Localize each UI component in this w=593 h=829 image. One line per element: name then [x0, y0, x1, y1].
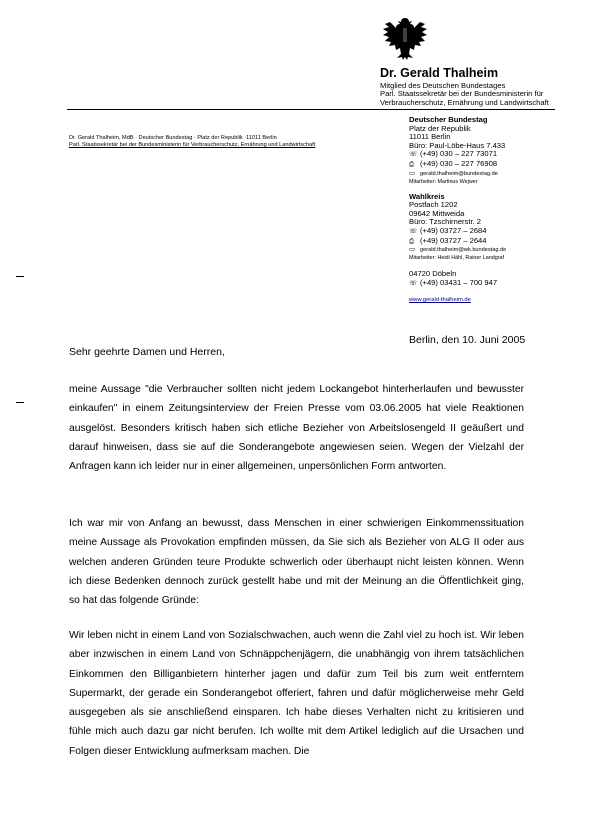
doebeln-city: 04720 Döbeln	[409, 269, 457, 279]
sender-line: Dr. Gerald Thalheim, MdB · Deutscher Bundestag · Platz der Republik ·11011 Berlin	[69, 135, 277, 141]
fold-mark	[16, 402, 24, 403]
fax-icon: ⎙	[409, 237, 415, 245]
letter-date: Berlin, den 10. Juni 2005	[409, 334, 526, 346]
federal-eagle-icon	[381, 12, 429, 62]
letterhead-subtitle-line: Verbraucherschutz, Ernährung und Landwirtschaft	[380, 97, 549, 107]
header-divider	[67, 109, 555, 110]
phone-icon: ☏	[409, 151, 418, 159]
bundestag-title: Deutscher Bundestag	[409, 115, 488, 124]
computer-icon: ▭	[409, 169, 416, 177]
letterhead-subtitle-line: Parl. Staatssekretär bei der Bundesministerin für	[380, 89, 544, 99]
wahlkreis-title: Wahlkreis	[409, 191, 445, 201]
fold-mark	[16, 276, 24, 277]
letterhead-subtitle-line: Mitglied des Deutschen Bundestages	[380, 81, 506, 90]
bundestag-phone: ☏ (+49) 030 – 227 73071	[409, 149, 498, 159]
letterhead-name: Dr. Gerald Thalheim	[380, 66, 499, 80]
bundestag-email: ▭ gerald.thalheim@bundestag.de	[409, 169, 498, 177]
bundestag-address-line: Platz der Republik	[409, 123, 471, 133]
phone-icon: ☏	[409, 227, 418, 235]
sender-line-title: Parl. Staatssekretär bei der Bundesministerin für Verbraucherschutz, Ernährung und Landwirtschaft	[69, 142, 316, 148]
wahlkreis-address-line: Büro: Tzschirnerstr. 2	[409, 217, 482, 227]
computer-icon: ▭	[409, 246, 416, 254]
bundestag-staff: Mitarbeiter: Martinus Wejwer	[409, 178, 478, 185]
sender-address	[69, 135, 369, 149]
website-link[interactable]: www.gerald-thalheim.de	[409, 297, 471, 304]
spacer	[409, 288, 589, 296]
salutation: Sehr geehrte Damen und Herren,	[69, 346, 225, 358]
bundestag-address-line: Büro: Paul-Löbe-Haus 7.433	[409, 140, 506, 150]
body-paragraph: Ich war mir von Anfang an bewusst, dass Menschen in einer schwierigen Einkommenssituation meine Aussage als Provokation empfinden müssen, da Sie sich als Bezieher von ALG II oder aus welchen anderen Gründen teure Produkte schwerlich oder überhaupt nicht leisten können. Wenn ich diese Bedenken dennoch zurück gestellt habe und mit der Meinung an die Öffentlichkeit ging, so hat das folgende Gründe:	[69, 518, 524, 607]
wahlkreis-phone: ☏ (+49) 03727 – 2684	[409, 225, 487, 235]
wahlkreis-address-line: Postfach 1202	[409, 200, 458, 210]
body-paragraph: Wir leben nicht in einem Land von Sozialschwachen, auch wenn die Zahl viel zu hoch ist. Wir leben aber inzwischen in einem Land von Schnäppchenjägern, die unabhängig von ihrem tatsächlichen Einkommen den Billiganbietern hinterher jagen und dafür zum Teil bis zum weit entferntem Supermarkt, der gerade ein Sonderangebot offeriert, fahren und dafür möglicherweise mehr Geld ausgegeben als sie anschließend einsparen. Ich habe dieses Verhalten nicht zu kritisieren und fühle mich auch dazu gar nicht berufen. Ich wollte mit dem Artikel lediglich auf die Ursachen und Folgen dieser Entwicklung aufmerksam machen. Die	[69, 630, 524, 757]
wahlkreis-email: ▭ gerald.thalheim@wk.bundestag.de	[409, 246, 507, 254]
wahlkreis-staff: Mitarbeiter: Heidi Hähl, Rainer Landgraf	[409, 255, 504, 262]
wahlkreis-address-line: 09642 Mittweida	[409, 208, 465, 218]
phone-fax-icon: ☏	[409, 279, 418, 287]
letterhead	[380, 66, 590, 107]
doebeln-phone: ☏ (+49) 03431 – 700 947	[409, 277, 498, 287]
bundestag-address-line: 11011 Berlin	[409, 132, 451, 142]
contact-column	[409, 116, 589, 305]
body-paragraph: meine Aussage "die Verbraucher sollten nicht jedem Lockangebot hinterherlaufen und bewusster einkaufen" in einem Zeitungsinterview der Freien Presse vom 03.06.2005 hat viele Reaktionen ausgelöst. Besonders kritisch haben sich etliche Bezieher von Arbeitslosengeld II geäußert und darauf hinweisen, dass sie auf die Sonderangebote angewiesen seien. Wegen der Vielzahl der Anfragen kann ich leider nur in einer allgemeinen, unpersönlichen Form antworten.	[69, 384, 524, 473]
fax-icon: ⎙	[409, 160, 415, 168]
bundestag-fax: ⎙ (+49) 030 – 227 76908	[409, 158, 498, 168]
letterhead-subtitle	[380, 82, 590, 107]
wahlkreis-fax: ⎙ (+49) 03727 – 2644	[409, 235, 487, 245]
